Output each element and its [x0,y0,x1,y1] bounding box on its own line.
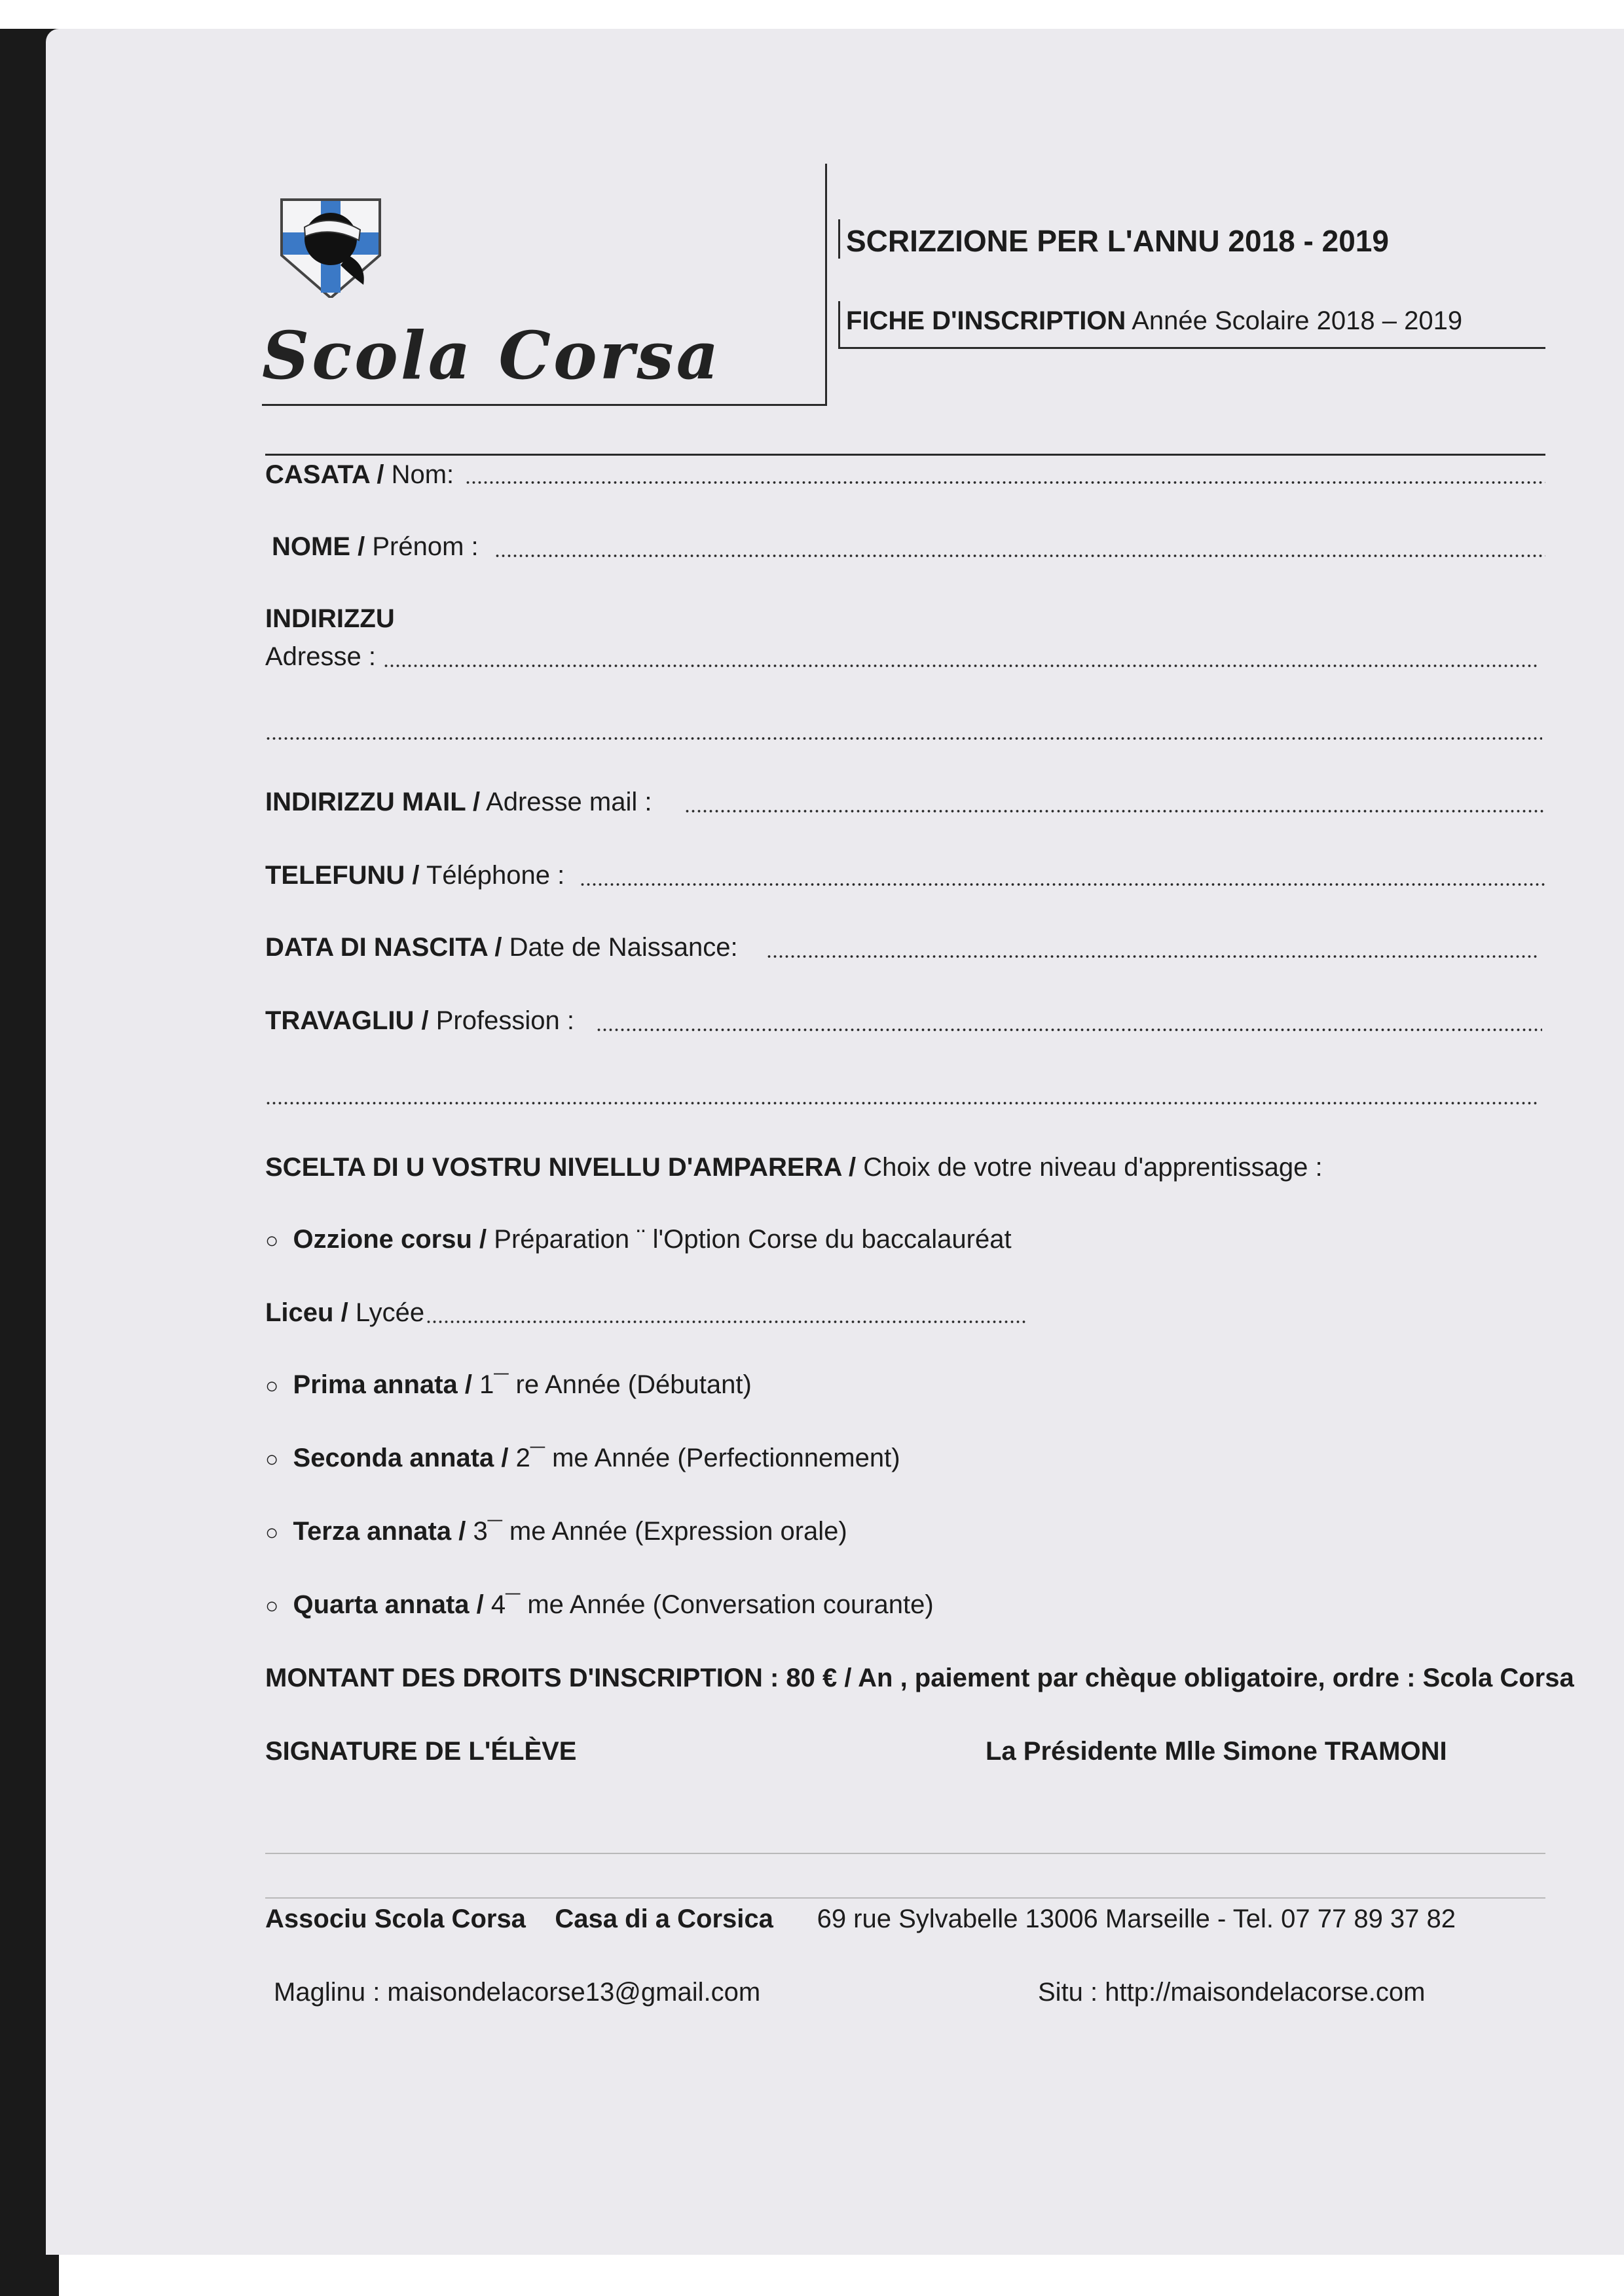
subtitle-underline [838,347,1545,349]
subtitle-bracket [838,301,840,347]
form-subtitle [846,304,1462,337]
profession-input-line-2[interactable] [265,1101,1539,1105]
footer-site[interactable]: Situ : http://maisondelacorse.com [1038,1978,1426,2007]
radio-circle-icon[interactable]: ○ [265,1447,279,1472]
lycee-input[interactable] [426,1320,1028,1324]
footer-rule-bottom [265,1897,1545,1899]
adresse-input-line-2[interactable] [265,737,1542,740]
footer-assoc: Associu Scola Corsa [265,1904,526,1933]
logo-wordmark: Scola Corsa [262,317,722,394]
subtitle-bold: FICHE D'INSCRIPTION [846,306,1126,335]
logo-underline [262,404,825,406]
telephone-label: TELEFUNU / Téléphone : [265,861,565,890]
header-separator [265,454,1545,456]
level-heading: SCELTA DI U VOSTRU NIVELLU D'AMPARERA / Choix de votre niveau d'apprentissage : [265,1153,1323,1182]
option-corse[interactable]: ○ Ozzione corsu / Préparation ¨ l'Option Corse du baccalauréat [265,1225,1012,1254]
nom-input[interactable] [465,481,1545,484]
profession-label: TRAVAGLIU / Profession : [265,1006,574,1035]
fees-line: MONTANT DES DROITS D'INSCRIPTION : 80 € / An , paiement par chèque obligatoire, ordre : Scola Corsa [265,1664,1574,1692]
naissance-label: DATA DI NASCITA / Date de Naissance: [265,933,738,962]
profession-input-line-1[interactable] [596,1028,1542,1032]
radio-circle-icon[interactable]: ○ [265,1228,279,1253]
footer-casa: Casa di a Corsica [555,1904,773,1933]
footer-address: 69 rue Sylvabelle 13006 Marseille - Tel. 07 77 89 37 82 [817,1904,1456,1933]
adresse-label: Adresse : [265,642,376,671]
mail-label: INDIRIZZU MAIL / Adresse mail : [265,788,652,816]
moor-head-shield-icon [275,193,386,298]
prenom-input[interactable] [494,554,1545,558]
subtitle-rest: Année Scolaire 2018 – 2019 [1132,306,1463,335]
option-prima[interactable]: ○ Prima annata / 1¯ re Année (Débutant) [265,1370,752,1399]
radio-circle-icon[interactable]: ○ [265,1594,279,1618]
adresse-input-line-1[interactable] [383,664,1539,668]
mail-input[interactable] [684,809,1545,813]
adresse-heading: INDIRIZZU [265,604,395,633]
option-terza[interactable]: ○ Terza annata / 3¯ me Année (Expression orale) [265,1517,847,1546]
signature-student: SIGNATURE DE L'ÉLÈVE [265,1737,577,1766]
radio-circle-icon[interactable]: ○ [265,1520,279,1545]
footer-mail[interactable]: Maglinu : maisondelacorse13@gmail.com [274,1978,761,2007]
naissance-input[interactable] [766,955,1539,958]
telephone-input[interactable] [580,883,1545,886]
option-seconda[interactable]: ○ Seconda annata / 2¯ me Année (Perfectionnement) [265,1444,900,1472]
radio-circle-icon[interactable]: ○ [265,1374,279,1398]
nom-label: CASATA / Nom: [265,460,454,489]
lycee-label: Liceu / Lycée [265,1298,425,1327]
prenom-label: NOME / Prénom : [272,532,479,561]
footer-rule-top [265,1853,1545,1854]
title-bracket [838,219,840,259]
header-divider [825,164,827,406]
footer-address-line [265,1903,1456,1935]
option-quarta[interactable]: ○ Quarta annata / 4¯ me Année (Conversation courante) [265,1590,934,1619]
signature-president: La Présidente Mlle Simone TRAMONI [986,1737,1447,1766]
form-title: SCRIZZIONE PER L'ANNU 2018 - 2019 [846,224,1389,258]
